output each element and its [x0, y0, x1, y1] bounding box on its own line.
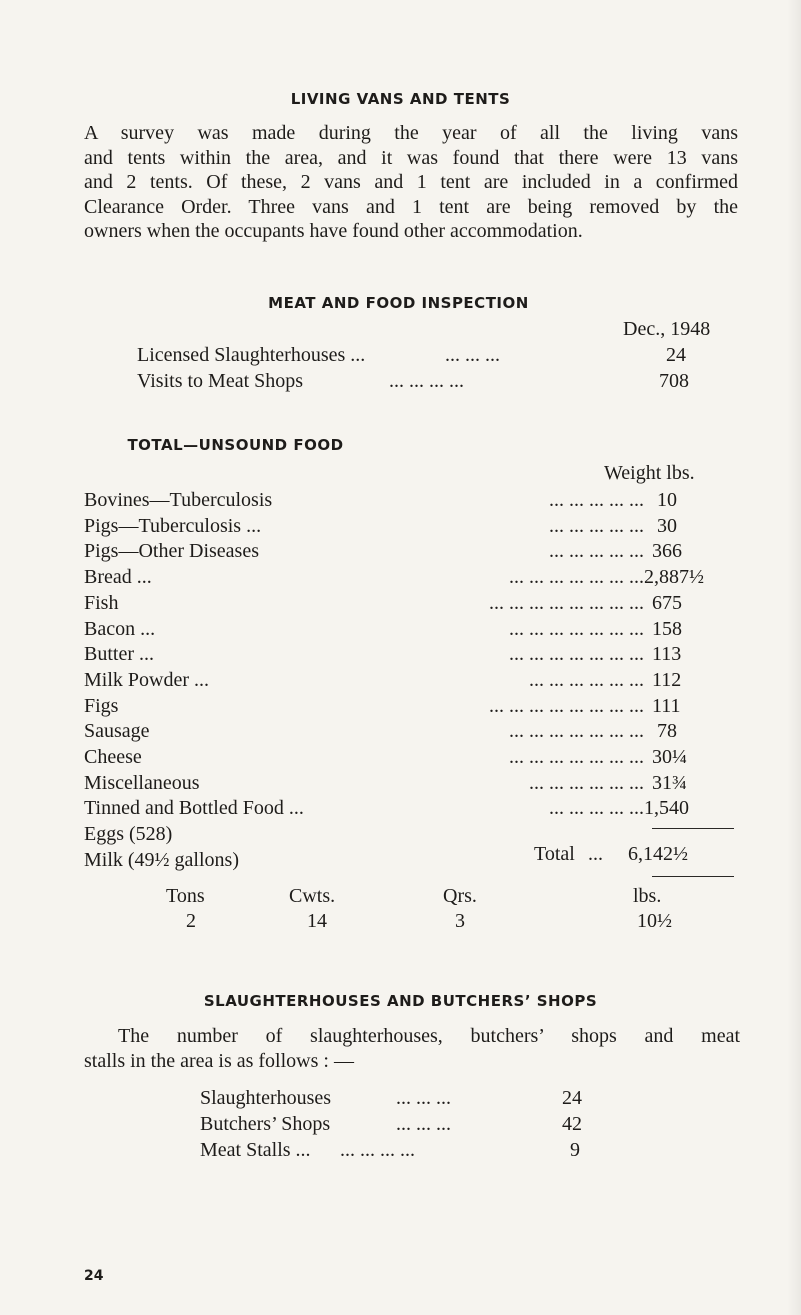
row-label: Licensed Slaughterhouses ... — [137, 344, 366, 366]
food-label: Bacon ... — [84, 617, 156, 640]
food-weight-value: 31¾ — [652, 771, 687, 794]
food-weight-value: 78 — [657, 720, 677, 743]
unsound-food-row — [84, 770, 754, 796]
food-label: Miscellaneous — [84, 771, 200, 794]
shops-row — [200, 1137, 640, 1163]
food-label: Butter ... — [84, 643, 154, 666]
food-label: Eggs (528) — [84, 823, 173, 846]
paragraph-line: and 2 tents. Of these, 2 vans and 1 tent are included in a confirmed — [84, 171, 738, 193]
paragraph-line: A survey was made during the year of all the living vans — [84, 122, 738, 144]
total-bottom-rule — [652, 876, 734, 877]
food-leader-dots: ... ... ... ... ... — [549, 489, 644, 511]
intro-line: stalls in the area is as follows : — — [84, 1049, 354, 1072]
row-value: 708 — [659, 370, 689, 392]
unsound-food-row — [84, 641, 754, 667]
row-value: 9 — [570, 1139, 580, 1161]
food-leader-dots: ... ... ... ... ... ... ... ... — [489, 694, 644, 717]
qrs-header: Qrs. — [443, 885, 477, 907]
meat-row — [137, 368, 741, 394]
row-label: Meat Stalls ... — [200, 1139, 311, 1161]
row-leader-dots: ... ... ... — [445, 344, 500, 366]
total-leader-dots: ... — [588, 843, 603, 865]
row-label: Butchers’ Shops — [200, 1113, 331, 1135]
food-weight-value: 2,887½ — [644, 566, 704, 589]
meat-row — [137, 342, 741, 368]
lbs-header: lbs. — [633, 885, 662, 907]
unsound-food-heading: TOTAL—UNSOUND FOOD — [127, 436, 344, 454]
food-leader-dots: ... ... ... ... ... — [549, 797, 644, 820]
living-vans-paragraph — [84, 121, 738, 244]
food-label: Milk (49½ gallons) — [84, 848, 239, 871]
unsound-food-row — [84, 564, 754, 590]
qrs-value: 3 — [455, 910, 465, 932]
unsound-food-row — [84, 667, 754, 693]
food-leader-dots: ... ... ... ... ... ... ... — [509, 643, 644, 666]
unsound-food-row — [84, 744, 754, 770]
food-label: Fish — [84, 591, 119, 614]
shops-heading: SLAUGHTERHOUSES AND BUTCHERS’ SHOPS — [203, 992, 598, 1010]
food-label: Pigs—Tuberculosis ... — [84, 514, 262, 537]
row-leader-dots: ... ... ... — [396, 1113, 451, 1135]
unsound-food-row — [84, 693, 754, 719]
food-leader-dots: ... ... ... ... ... ... ... — [509, 617, 644, 640]
row-leader-dots: ... ... ... — [396, 1087, 451, 1109]
unsound-food-row — [84, 487, 754, 513]
shops-row — [200, 1111, 640, 1137]
cwts-value: 14 — [307, 910, 327, 932]
food-weight-value: 366 — [652, 540, 682, 563]
food-leader-dots: ... ... ... ... ... — [549, 514, 644, 537]
row-value: 24 — [562, 1087, 582, 1109]
food-weight-value: 113 — [652, 643, 682, 666]
total-value: 6,142½ — [628, 843, 688, 865]
food-leader-dots: ... ... ... ... ... ... ... — [509, 720, 644, 743]
food-weight-value: 1,540 — [644, 797, 689, 820]
unsound-food-row — [84, 513, 754, 539]
shops-intro — [84, 1024, 740, 1073]
tons-value: 2 — [186, 910, 196, 932]
food-leader-dots: ... ... ... ... ... ... ... — [509, 746, 644, 768]
page-number: 24 — [84, 1268, 104, 1284]
meat-column-header: Dec., 1948 — [623, 318, 711, 340]
food-label: Bovines—Tuberculosis — [84, 489, 273, 511]
food-leader-dots: ... ... ... ... ... ... — [529, 771, 644, 794]
intro-line: The number of slaughterhouses, butchers’ shops and meat — [118, 1025, 740, 1047]
paragraph-line: Clearance Order. Three vans and 1 tent are being removed by the — [84, 195, 738, 218]
food-leader-dots: ... ... ... ... ... ... — [529, 668, 644, 691]
food-weight-value: 158 — [652, 617, 682, 640]
food-label: Figs — [84, 694, 119, 717]
row-leader-dots: ... ... ... ... — [340, 1139, 415, 1161]
row-label: Visits to Meat Shops — [137, 370, 304, 392]
food-label: Bread ... — [84, 566, 152, 589]
cwts-header: Cwts. — [289, 885, 336, 907]
food-weight-value: 30¼ — [652, 746, 687, 768]
paragraph-line: and tents within the area, and it was found that there were 13 vans — [84, 146, 738, 169]
total-label: Total — [534, 843, 575, 865]
unsound-food-row — [84, 795, 754, 821]
tons-header: Tons — [166, 885, 205, 907]
unsound-food-row — [84, 538, 754, 564]
food-weight-value: 112 — [652, 668, 682, 691]
food-leader-dots: ... ... ... ... ... — [549, 540, 644, 563]
food-label: Cheese — [84, 746, 142, 768]
row-value: 42 — [562, 1113, 582, 1135]
shops-row — [200, 1085, 640, 1111]
row-leader-dots: ... ... ... ... — [389, 370, 464, 392]
food-label: Tinned and Bottled Food ... — [84, 797, 304, 820]
total-row — [534, 841, 744, 867]
food-weight-value: 675 — [652, 591, 682, 614]
food-weight-value: 10 — [657, 489, 677, 511]
unsound-food-row — [84, 590, 754, 616]
food-weight-value: 111 — [652, 694, 681, 717]
unsound-food-row — [84, 616, 754, 642]
paragraph-line: owners when the occupants have found other accommodation. — [84, 220, 583, 242]
meat-inspection-heading: MEAT AND FOOD INSPECTION — [268, 294, 529, 312]
row-value: 24 — [666, 344, 686, 366]
food-label: Milk Powder ... — [84, 668, 209, 691]
food-weight-value: 30 — [657, 514, 677, 537]
food-label: Pigs—Other Diseases — [84, 540, 259, 563]
unsound-food-row — [84, 718, 754, 744]
food-leader-dots: ... ... ... ... ... ... ... — [509, 566, 644, 589]
row-label: Slaughterhouses — [200, 1087, 332, 1109]
food-leader-dots: ... ... ... ... ... ... ... ... — [489, 591, 644, 614]
weight-column-header: Weight lbs. — [604, 462, 695, 484]
living-vans-heading: LIVING VANS AND TENTS — [290, 90, 511, 108]
total-top-rule — [652, 828, 734, 829]
page-edge-shadow — [787, 0, 801, 1315]
lbs-value: 10½ — [637, 910, 672, 932]
food-label: Sausage — [84, 720, 150, 743]
